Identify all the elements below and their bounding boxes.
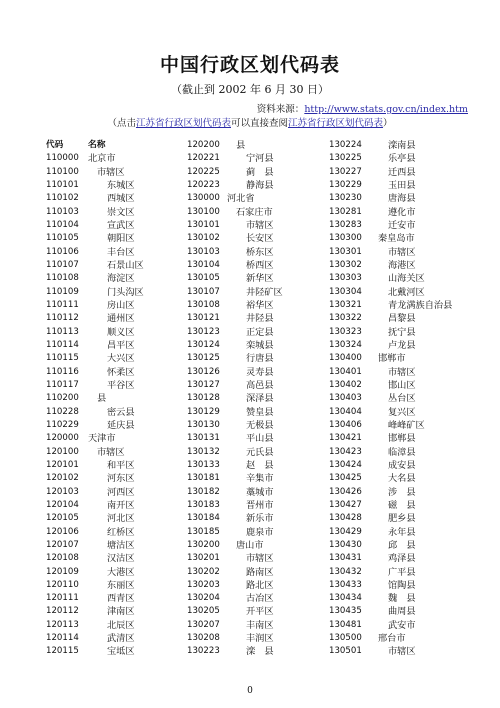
- region-name: 玉田县: [388, 179, 416, 191]
- region-code: 130133: [187, 459, 220, 470]
- region-code: 130304: [329, 286, 362, 297]
- region-name: 昌黎县: [388, 313, 416, 325]
- region-code: 130104: [187, 259, 220, 270]
- region-name: 丰润区: [246, 633, 274, 645]
- region-name: 无极县: [246, 419, 274, 431]
- region-code: 110101: [46, 179, 79, 190]
- region-name: 市辖区: [97, 446, 125, 458]
- region-name: 密云县: [107, 406, 135, 418]
- region-name: 裕华区: [246, 299, 274, 311]
- region-code: 120102: [46, 473, 79, 484]
- region-name: 延庆县: [107, 419, 135, 431]
- region-code: 130102: [187, 233, 220, 244]
- region-code: 120225: [187, 166, 220, 177]
- region-code: 130427: [329, 499, 362, 510]
- region-code: 130224: [329, 140, 362, 150]
- jiangsu-code-link-2[interactable]: 江苏省行政区划代码表: [288, 118, 384, 129]
- region-name: 晋州市: [246, 499, 274, 511]
- region-name: 邯郸市: [378, 353, 406, 365]
- region-code: 130208: [187, 633, 220, 644]
- region-code: 130204: [187, 593, 220, 604]
- region-code: 110108: [46, 273, 79, 284]
- region-code: 130501: [329, 646, 362, 657]
- region-code: 130401: [329, 366, 362, 377]
- region-name: 肥乡县: [388, 513, 416, 525]
- region-code: 130434: [329, 593, 362, 604]
- region-name: 深泽县: [246, 393, 274, 405]
- source-label: 资料来源：: [256, 104, 305, 115]
- source-link[interactable]: http://www.stats.gov.cn/index.htm: [304, 104, 468, 115]
- region-code: 130229: [329, 179, 362, 190]
- region-name: 宝坻区: [107, 646, 135, 658]
- region-code: 130230: [329, 193, 362, 204]
- region-name: 县: [97, 393, 107, 405]
- region-name: 县: [236, 140, 246, 151]
- region-code: 130121: [187, 313, 220, 324]
- region-code: 110115: [46, 353, 79, 364]
- region-code: 130205: [187, 606, 220, 617]
- region-name: 永年县: [388, 526, 416, 538]
- region-code: 130127: [187, 379, 220, 390]
- region-name: 邯山区: [388, 379, 416, 391]
- region-code: 120105: [46, 513, 79, 524]
- region-name: 元氏县: [246, 446, 274, 458]
- region-code: 130404: [329, 406, 362, 417]
- region-code: 110107: [46, 259, 79, 270]
- region-name: 滦南县: [388, 140, 416, 151]
- region-name: 海港区: [388, 259, 416, 271]
- region-name: 辛集市: [246, 473, 274, 485]
- region-code: 130423: [329, 446, 362, 457]
- region-code: 110106: [46, 246, 79, 257]
- region-code: 130431: [329, 553, 362, 564]
- region-code: 120109: [46, 566, 79, 577]
- region-code: 130129: [187, 406, 220, 417]
- region-code: 110104: [46, 219, 79, 230]
- region-code: 130201: [187, 553, 220, 564]
- region-code: 130324: [329, 339, 362, 350]
- region-code: 130225: [329, 153, 362, 164]
- region-name: 丰南区: [246, 619, 274, 631]
- region-code: 130125: [187, 353, 220, 364]
- region-code: 130100: [187, 206, 220, 217]
- region-code: 130435: [329, 606, 362, 617]
- region-name: 磁 县: [388, 499, 416, 511]
- region-name: 路南区: [246, 566, 274, 578]
- region-name: 市辖区: [388, 366, 416, 378]
- region-name: 唐海县: [388, 193, 416, 205]
- region-code: 130132: [187, 446, 220, 457]
- region-name: 怀柔区: [107, 366, 135, 378]
- region-name: 市辖区: [246, 219, 274, 231]
- region-name: 大名县: [388, 473, 416, 485]
- region-name: 行唐县: [246, 353, 274, 365]
- region-code: 130500: [329, 633, 362, 644]
- region-code: 110229: [46, 419, 79, 430]
- region-name: 红桥区: [107, 526, 135, 538]
- region-name: 涉 县: [388, 486, 416, 498]
- region-name: 朝阳区: [107, 233, 135, 245]
- region-name: 邱 县: [388, 539, 416, 551]
- region-code: 120103: [46, 486, 79, 497]
- region-code: 110111: [46, 299, 79, 310]
- region-name: 汉沽区: [107, 553, 135, 565]
- region-code: 110113: [46, 326, 79, 337]
- region-name: 高邑县: [246, 379, 274, 391]
- region-name: 河北区: [107, 513, 135, 525]
- region-name: 井陉矿区: [246, 286, 283, 298]
- region-code: 130131: [187, 433, 220, 444]
- region-code: 130402: [329, 379, 362, 390]
- region-name: 平山县: [246, 433, 274, 445]
- region-code: 110109: [46, 286, 79, 297]
- region-code: 130105: [187, 273, 220, 284]
- region-code: 110000: [46, 153, 79, 164]
- region-code: 130301: [329, 246, 362, 257]
- region-name: 市辖区: [388, 646, 416, 658]
- region-name: 鹿泉市: [246, 526, 274, 538]
- region-code: 120221: [187, 153, 220, 164]
- region-name: 武清区: [107, 633, 135, 645]
- region-name: 丛台区: [388, 393, 416, 405]
- region-code: 120200: [187, 140, 220, 150]
- header-name: 名称: [88, 140, 106, 150]
- region-name: 遵化市: [388, 206, 416, 218]
- region-code: 110114: [46, 339, 79, 350]
- region-name: 东丽区: [107, 579, 135, 591]
- region-code: 130184: [187, 513, 220, 524]
- region-code: 130183: [187, 499, 220, 510]
- region-code: 110112: [46, 313, 79, 324]
- region-name: 峰峰矿区: [388, 419, 425, 431]
- region-name: 宣武区: [107, 219, 135, 231]
- region-name: 井陉县: [246, 313, 274, 325]
- region-code: 130300: [329, 233, 362, 244]
- region-code: 130403: [329, 393, 362, 404]
- region-code: 130103: [187, 246, 220, 257]
- region-code: 130223: [187, 646, 220, 657]
- region-name: 曲周县: [388, 606, 416, 618]
- region-code: 120112: [46, 606, 79, 617]
- region-code: 130322: [329, 313, 362, 324]
- region-name: 和平区: [107, 459, 135, 471]
- region-name: 静海县: [246, 179, 274, 191]
- region-name: 市辖区: [246, 553, 274, 565]
- region-code: 130400: [329, 353, 362, 364]
- region-name: 通州区: [107, 313, 135, 325]
- region-name: 北辰区: [107, 619, 135, 631]
- note-middle: 可以直接查阅: [230, 118, 288, 129]
- region-code: 120108: [46, 553, 79, 564]
- region-code: 130323: [329, 326, 362, 337]
- region-name: 广平县: [388, 566, 416, 578]
- region-code: 130426: [329, 486, 362, 497]
- region-name: 南开区: [107, 499, 135, 511]
- note-suffix: ）: [383, 118, 393, 129]
- region-code: 120114: [46, 633, 79, 644]
- region-name: 河北省: [227, 193, 255, 205]
- region-code: 130425: [329, 473, 362, 484]
- region-name: 丰台区: [107, 246, 135, 258]
- note-prefix: （点击: [107, 118, 136, 129]
- region-code: 130108: [187, 299, 220, 310]
- region-name: 西青区: [107, 593, 135, 605]
- region-name: 桥东区: [246, 246, 274, 258]
- region-code: 130303: [329, 273, 362, 284]
- region-code: 130281: [329, 206, 362, 217]
- region-name: 迁安市: [388, 219, 416, 231]
- region-name: 唐山市: [236, 539, 264, 551]
- region-code: 130123: [187, 326, 220, 337]
- region-code: 110102: [46, 193, 79, 204]
- region-code: 130101: [187, 219, 220, 230]
- region-code: 130321: [329, 299, 362, 310]
- region-name: 鸡泽县: [388, 553, 416, 565]
- region-name: 市辖区: [388, 246, 416, 258]
- region-name: 秦皇岛市: [378, 233, 415, 245]
- region-name: 天津市: [88, 433, 116, 445]
- region-code: 130130: [187, 419, 220, 430]
- region-name: 大港区: [107, 566, 135, 578]
- region-code: 130185: [187, 526, 220, 537]
- jiangsu-code-link-1[interactable]: 江苏省行政区划代码表: [135, 118, 231, 129]
- region-name: 复兴区: [388, 406, 416, 418]
- region-code: 130200: [187, 539, 220, 550]
- region-name: 石家庄市: [236, 206, 273, 218]
- region-name: 顺义区: [107, 326, 135, 338]
- region-code: 130181: [187, 473, 220, 484]
- region-name: 山海关区: [388, 273, 425, 285]
- region-name: 成安县: [388, 459, 416, 471]
- region-name: 灵寿县: [246, 366, 274, 378]
- region-code: 130107: [187, 286, 220, 297]
- region-name: 宁河县: [246, 153, 274, 165]
- region-code: 120100: [46, 446, 79, 457]
- region-name: 东城区: [107, 179, 135, 191]
- region-name: 崇文区: [107, 206, 135, 218]
- region-code: 130433: [329, 579, 362, 590]
- region-code: 130207: [187, 619, 220, 630]
- region-code: 130421: [329, 433, 362, 444]
- region-code: 130283: [329, 219, 362, 230]
- region-name: 西城区: [107, 193, 135, 205]
- region-code: 110200: [46, 393, 79, 404]
- source-line: [257, 101, 468, 115]
- region-code: 120115: [46, 646, 79, 657]
- region-name: 卢龙县: [388, 339, 416, 351]
- region-name: 蓟 县: [246, 166, 274, 178]
- region-name: 赞皇县: [246, 406, 274, 418]
- region-name: 房山区: [107, 299, 135, 311]
- region-code: 130302: [329, 259, 362, 270]
- page-title: 中国行政区划代码表: [159, 54, 340, 76]
- region-name: 乐亭县: [388, 153, 416, 165]
- region-code: 130406: [329, 419, 362, 430]
- region-code: 110105: [46, 233, 79, 244]
- region-code: 120107: [46, 539, 79, 550]
- region-code: 120101: [46, 459, 79, 470]
- page-number: 0: [247, 686, 253, 696]
- region-code: 130481: [329, 619, 362, 630]
- region-code: 110116: [46, 366, 79, 377]
- region-name: 魏 县: [388, 593, 416, 605]
- region-name: 青龙满族自治县: [388, 299, 453, 311]
- region-code: 110100: [46, 166, 79, 177]
- region-name: 昌平区: [107, 339, 135, 351]
- region-code: 120111: [46, 593, 79, 604]
- region-code: 130428: [329, 513, 362, 524]
- region-name: 北京市: [88, 153, 116, 165]
- region-code: 130202: [187, 566, 220, 577]
- region-name: 塘沽区: [107, 539, 135, 551]
- region-name: 抚宁县: [388, 326, 416, 338]
- region-name: 正定县: [246, 326, 274, 338]
- region-code: 120223: [187, 179, 220, 190]
- region-code: 130430: [329, 539, 362, 550]
- region-code: 130424: [329, 459, 362, 470]
- region-name: 新乐市: [246, 513, 274, 525]
- region-name: 邯郸县: [388, 433, 416, 445]
- region-name: 藁城市: [246, 486, 274, 498]
- region-name: 古冶区: [246, 593, 274, 605]
- region-code: 110228: [46, 406, 79, 417]
- region-code: 120113: [46, 619, 79, 630]
- region-name: 馆陶县: [388, 579, 416, 591]
- region-name: 开平区: [246, 606, 274, 618]
- region-code: 120110: [46, 579, 79, 590]
- region-code: 130182: [187, 486, 220, 497]
- region-name: 平谷区: [107, 379, 135, 391]
- region-name: 桥西区: [246, 259, 274, 271]
- region-name: 新华区: [246, 273, 274, 285]
- header-code: 代码: [46, 140, 64, 150]
- region-name: 门头沟区: [107, 286, 144, 298]
- region-name: 河东区: [107, 473, 135, 485]
- region-code: 130128: [187, 393, 220, 404]
- region-code: 120104: [46, 499, 79, 510]
- region-code: 110103: [46, 206, 79, 217]
- region-name: 海淀区: [107, 273, 135, 285]
- region-name: 武安市: [388, 619, 416, 631]
- region-code: 120106: [46, 526, 79, 537]
- region-code: 120000: [46, 433, 79, 444]
- region-name: 北戴河区: [388, 286, 425, 298]
- note-line: [0, 115, 500, 129]
- region-name: 迁西县: [388, 166, 416, 178]
- region-name: 石景山区: [107, 259, 144, 271]
- region-name: 邢台市: [378, 633, 406, 645]
- date-subtitle: （截止到 2002 年 6 月 30 日）: [171, 83, 329, 96]
- region-code: 130124: [187, 339, 220, 350]
- region-name: 长安区: [246, 233, 274, 245]
- region-code: 130000: [187, 193, 220, 204]
- region-name: 栾城县: [246, 339, 274, 351]
- region-name: 路北区: [246, 579, 274, 591]
- region-name: 临漳县: [388, 446, 416, 458]
- region-code: 130227: [329, 166, 362, 177]
- region-name: 滦 县: [246, 646, 274, 658]
- region-code: 130203: [187, 579, 220, 590]
- region-name: 大兴区: [107, 353, 135, 365]
- region-code: 130126: [187, 366, 220, 377]
- region-name: 河西区: [107, 486, 135, 498]
- region-name: 赵 县: [246, 459, 274, 471]
- region-name: 市辖区: [97, 166, 125, 178]
- region-name: 津南区: [107, 606, 135, 618]
- region-code: 130429: [329, 526, 362, 537]
- region-code: 130432: [329, 566, 362, 577]
- region-code: 110117: [46, 379, 79, 390]
